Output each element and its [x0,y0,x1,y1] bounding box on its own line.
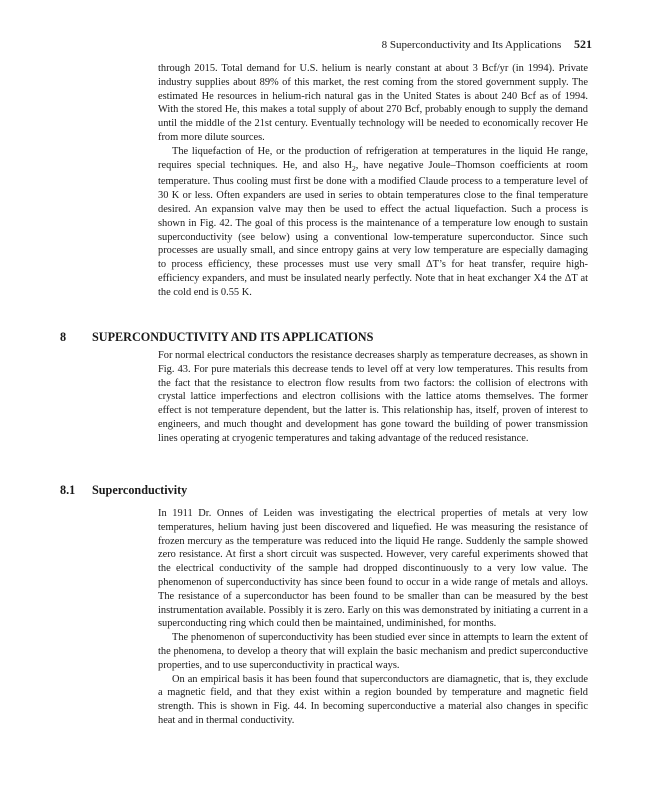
section-8-title: SUPERCONDUCTIVITY AND ITS APPLICATIONS [92,330,374,344]
section-8-1-heading [60,483,187,498]
intro-paragraph-1: through 2015. Total demand for U.S. helium is nearly constant at about 3 Bcf/yr (in 1994). Private industry supplies about 89% of this market, the rest coming from the stored government supply. The estimated He resources in helium-rich natural gas in the United States is about 240 Bcf as of 1994. With the stored He, this makes a total supply of about 270 Bcf, probably enough to supply the demand until the middle of the 21st century. Eventually technology will be needed to economically recover He from more dilute sources. [158,63,588,143]
section-8-number: 8 [60,330,67,344]
running-head [382,37,592,52]
section-8-1-text-block [158,507,588,728]
intro-text-block [158,62,588,300]
page-number: 521 [574,37,592,51]
section-8-1-number: 8.1 [60,483,76,497]
h2-subscript: 2 [352,163,356,173]
section-8-paragraph-1: For normal electrical conductors the resistance decreases sharply as temperature decreases, as shown in Fig. 43. For pure materials this decrease tends to level off at very low temperatures. This results from the fact that the resistance to electron flow results from two factors: the collision of electrons with crystal lattice imperfections and electron collisions with the lattice atoms themselves. The former effect is not temperature dependent, but the latter is. This relationship has, itself, proven of interest to engineers, and much thought and development has gone toward the building of power transmission lines operating at cryogenic temperatures and taking advantage of the reduced resistance. [158,350,588,444]
running-head-title: 8 Superconductivity and Its Applications [381,39,562,51]
section-8-1-title: Superconductivity [92,483,188,497]
section-8-1-paragraph-1: In 1911 Dr. Onnes of Leiden was investigating the electrical properties of metals at very low temperatures, helium having just been discovered and liquefied. He was measuring the resistance of frozen mercury as the temperature was reduced into the liquid He range. Suddenly the sample showed zero resistance. At first a short circuit was suspected. However, very careful experiments showed that the electrical conductivity of the sample had dropped discontinuously to a very low value. The phenomenon of superconductivity has since been found to occur in a wide range of metals and alloys. The resistance of a superconductor has been found to be smaller than can be measured by the best instrumentation available. Possibly it is zero. Early on this was demonstrated by initiating a current in a superconducting ring which could then be maintained, undiminished, for months. [158,508,588,630]
intro-paragraph-2-part-a: The liquefaction of He, or the production of refrigeration at temperatures in the liquid He range, requires special techniques. He, and also H [158,145,588,171]
section-8-1-paragraph-2: The phenomenon of superconductivity has been studied ever since in attempts to learn the extent of the phenomena, to develop a theory that will explain the basic mechanism and predict superconductive properties, and to use superconductivity in practical ways. [158,632,588,671]
section-8-1-paragraph-3: On an empirical basis it has been found that superconductors are diamagnetic, that is, they exclude a magnetic field, and that they exist within a region bounded by temperature and magnetic field strength. This is shown in Fig. 44. In becoming superconductive a material also changes in specific heat and in thermal conductivity. [158,673,588,726]
section-8-heading [60,330,373,345]
intro-paragraph-2 [158,145,588,300]
section-8-text-block [158,349,588,446]
intro-paragraph-2-part-b: , have negative Joule–Thomson coefficients at room temperature. Thus cooling must first be done with a modified Claude process to a temperature level of 30 K or less. Often expanders are used in series to obtain temperatures close to the final temperature desired. An expansion valve may then be used to effect the actual liquefaction. Such a process is shown in Fig. 42. The goal of this process is the maintenance of a temperature low enough to sustain superconductivity (see below) using a conventional low-temperature superconductor. Since such processes are usually small, and since entropy gains at very low temperature are especially damaging to process efficiency, these processes must use very small ΔT’s for heat transfer, require high-efficiency expanders, and must be insulated nearly perfectly. Note that in heat exchanger X4 the ΔT at the cold end is 0.55 K. [158,159,588,298]
